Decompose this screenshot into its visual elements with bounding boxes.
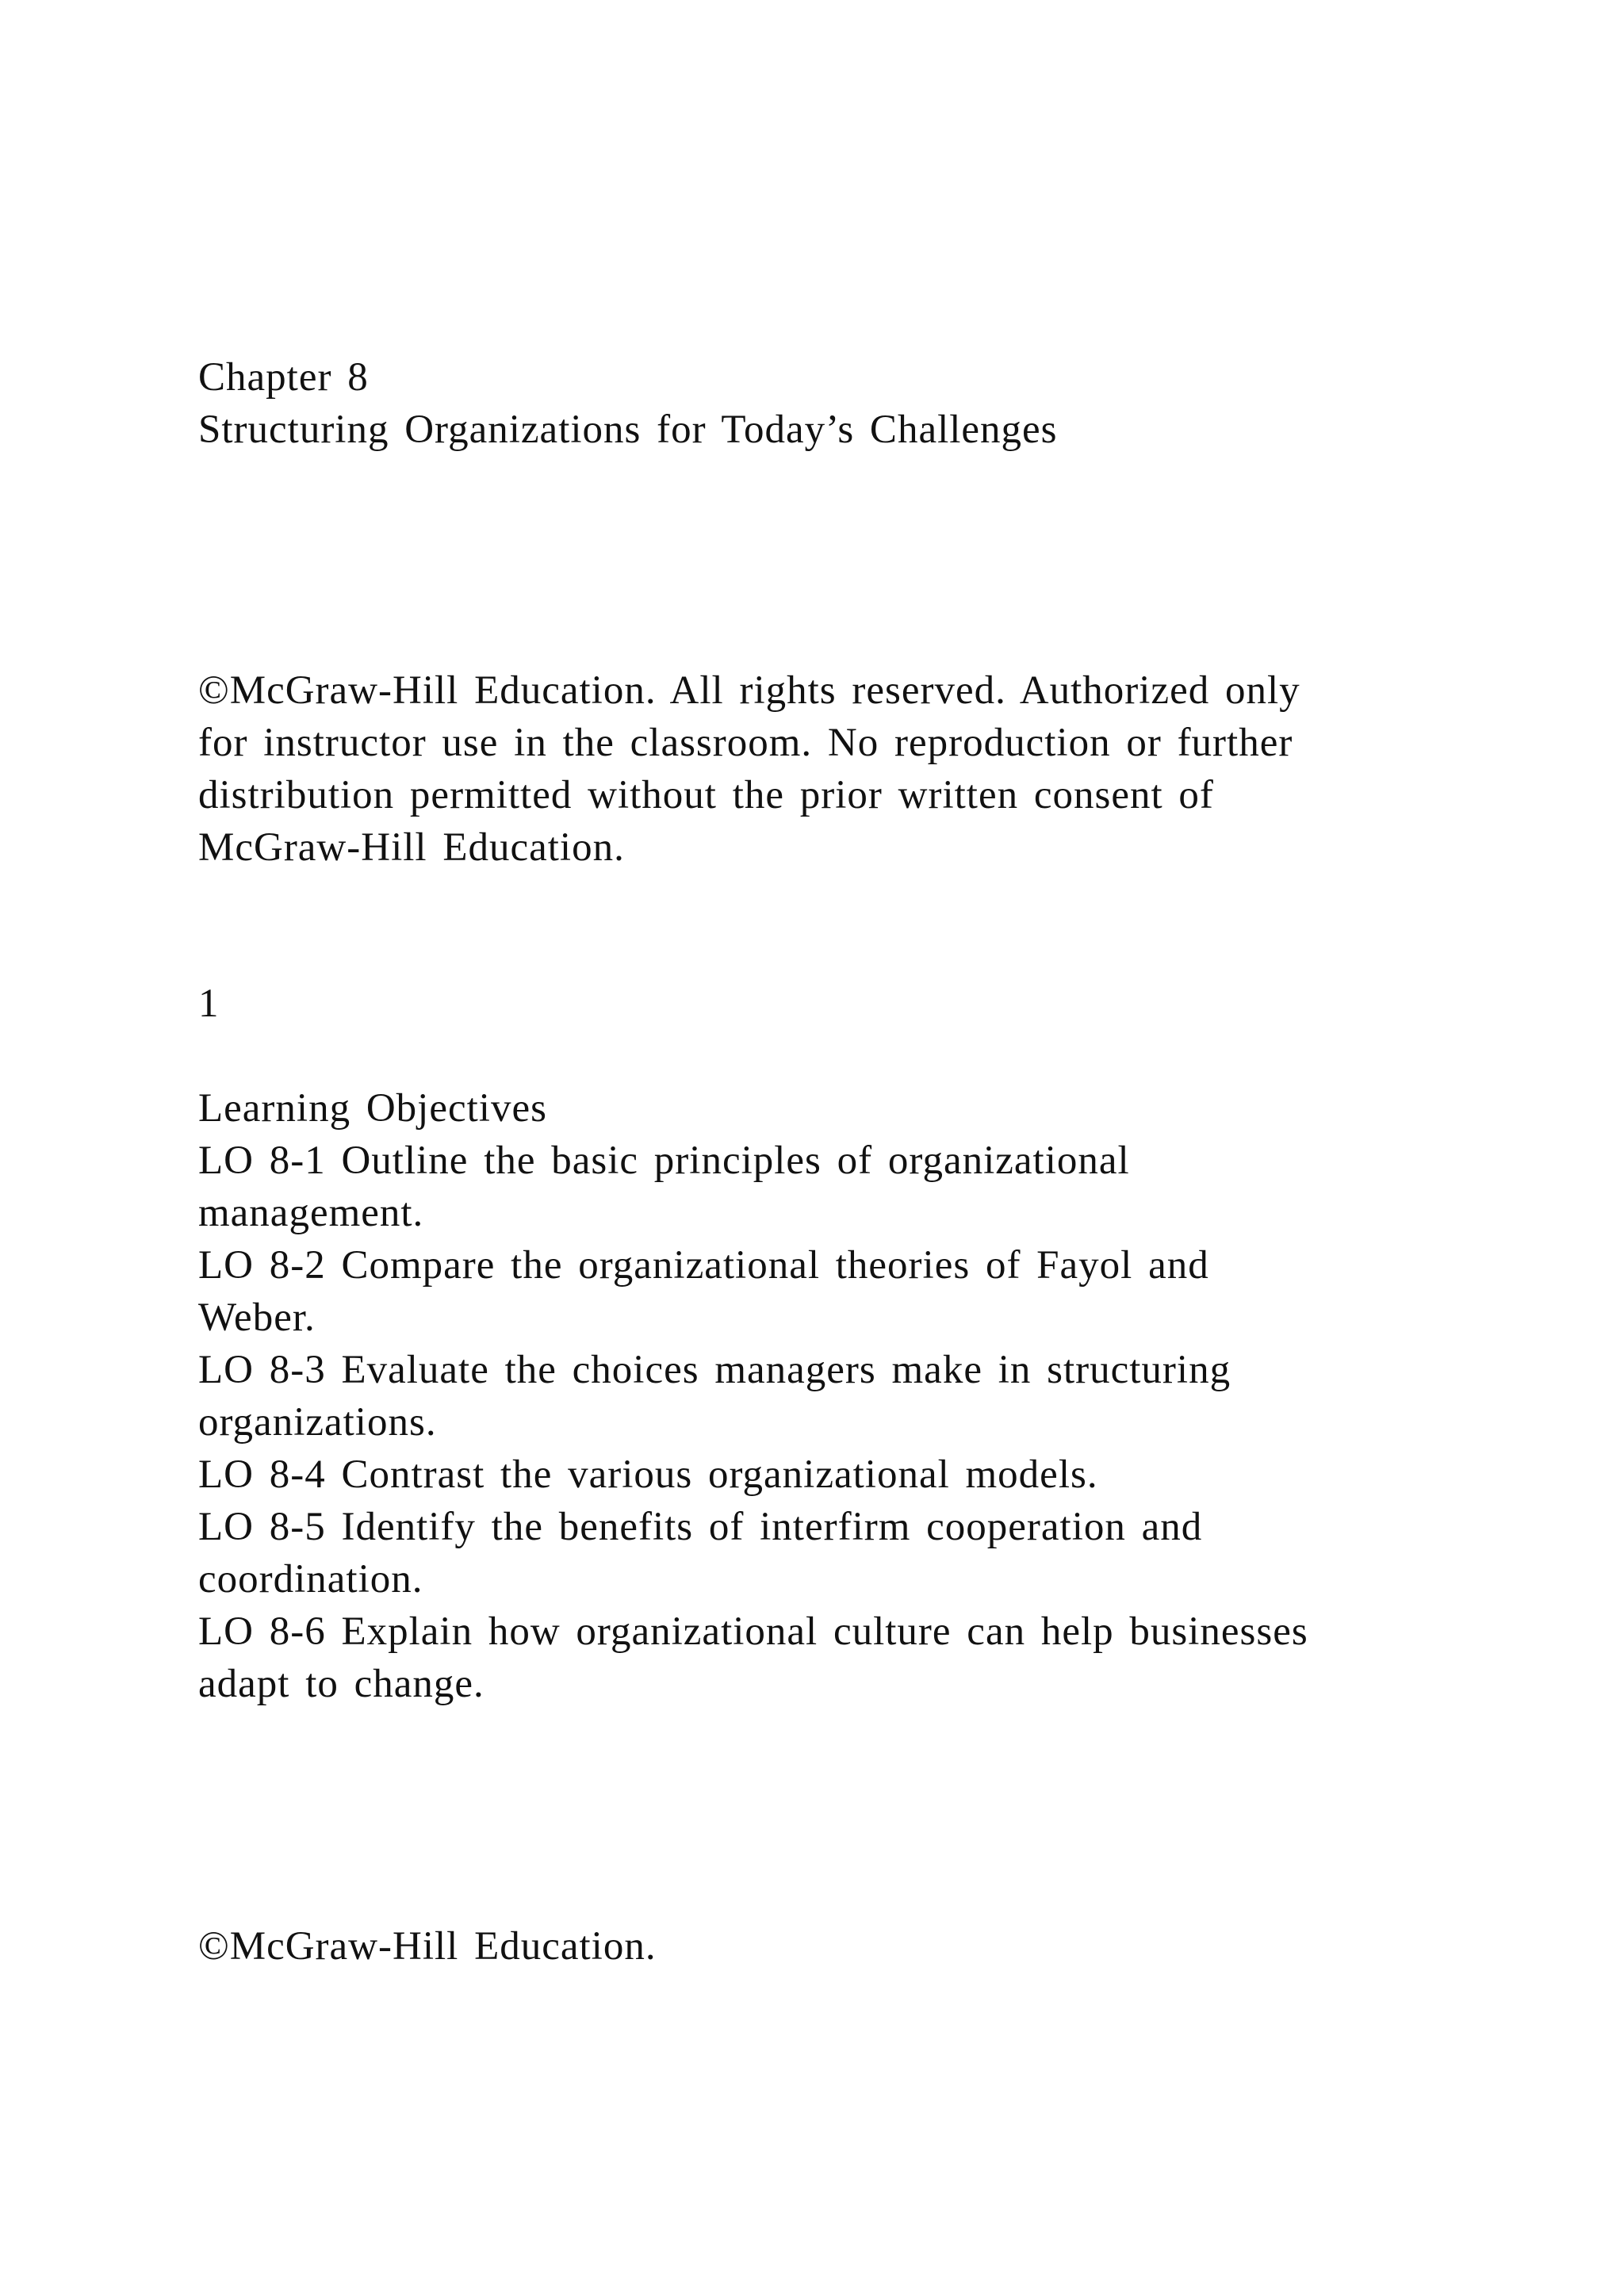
objective-line: LO 8-1 Outline the basic principles of organizational: [198, 1138, 1130, 1183]
objective-line: LO 8-2 Compare the organizational theories of Fayol and: [198, 1243, 1209, 1288]
objective-line: LO 8-4 Contrast the various organizational models.: [198, 1452, 1098, 1497]
objective-line: organizations.: [198, 1400, 437, 1445]
objective-line: coordination.: [198, 1557, 423, 1601]
chapter-label: Chapter 8: [198, 355, 369, 400]
slide-number: 1: [198, 982, 220, 1026]
objective-line: management.: [198, 1191, 424, 1235]
copyright-line-1: ©McGraw-Hill Education. All rights reserved. Authorized only: [198, 668, 1300, 713]
chapter-title: Structuring Organizations for Today’s Challenges: [198, 408, 1058, 452]
copyright-line-2: for instructor use in the classroom. No reproduction or further: [198, 721, 1293, 765]
objective-line: adapt to change.: [198, 1662, 485, 1706]
learning-objectives-heading: Learning Objectives: [198, 1086, 547, 1131]
objective-line: LO 8-6 Explain how organizational culture can help businesses: [198, 1609, 1308, 1654]
objective-line: Weber.: [198, 1295, 316, 1340]
objective-line: LO 8-3 Evaluate the choices managers make in structuring: [198, 1348, 1231, 1392]
copyright-line-4: McGraw-Hill Education.: [198, 825, 625, 870]
footer-copyright: ©McGraw-Hill Education.: [198, 1924, 657, 1969]
objective-line: LO 8-5 Identify the benefits of interfirm cooperation and: [198, 1505, 1203, 1549]
copyright-line-3: distribution permitted without the prior written consent of: [198, 773, 1214, 817]
